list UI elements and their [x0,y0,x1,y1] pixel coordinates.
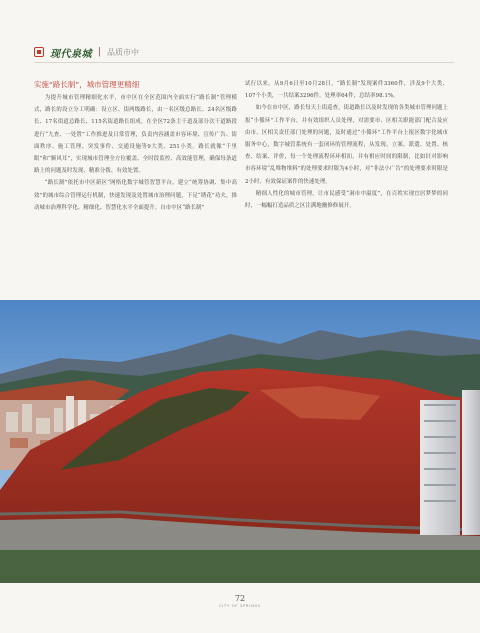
high-rise-buildings [420,390,480,535]
foreground-trees [0,550,480,583]
article-right-column [245,78,448,212]
city-mountain-photo [0,300,480,583]
article-left-column [34,78,237,214]
page-header [34,44,454,60]
paragraph: 为提升城市管理精细化水平，市中区在全区范围内全面实行“路长制”管理模式，路长的设立分工明确：设立区、街两级路长，由一名区级总路长、24名区级路长、17名街道总路长、115名街道路长组成。在全区72条主干道及部分次干道路段进行“九查、一处置”工作推进及日常管理，负责内容涵盖市容环境、宣传广告、街面秩序、施工管理、突发事件、交通设施等9大类、251小类。路长就像“千里眼”和“顺风耳”，实现城市管理全方位覆盖、全时段监控、高效能管理，确保每条道路上的问题及时发现、精准分拨、有效处置。 [34,95,237,175]
brand-logo-icon [34,47,44,57]
paragraph: 如今在市中区，路长每天上街巡查，街道路长以及时发现的各类城市管理问题上报“小循环”工作平台，并有效组织人员处理，对需要市、区相关职能部门配合及应由市、区相关责任部门处理的问题，及时通过“小循环”工作平台上报区数字化城市服务中心，数字城管系统有一套闭环的管理流程，从发现、立案、派遣、处置、核查、结案、评价，每一个处理流程环环相扣，并有相应时间的限制，比如针对影响市容环境“乱堆物堆料”的处理要求时限为4小时，对“非法小广告”的处理要求时限是2小时，有效保证案件的快速处理。 [245,105,448,185]
header-rule [34,62,454,63]
magazine-name: CITY OF SPRINGS [218,604,262,608]
header-separator: | [98,47,102,57]
photo-illustration [0,300,480,583]
paragraph: 试行以来，从9月6日至10月28日，“路长制”发现案件3360件，涉及9个大类、107个小类，一共结案3296件，处理率64件，总结率98.1%。 [245,81,448,100]
paragraph: 精细人性化的城市管理，让市民感受“洞市中温度”，在百姓实现宜居梦梦的同时，一幅幅打造品质之区注满地幽修修展开。 [245,190,448,210]
section-name: 品质市中 [107,47,140,57]
page-number: 72 [234,594,246,603]
article-title: 实施“路长制”，城市管理更精细 [34,80,140,89]
page-footer [0,594,480,608]
brand-name: 现代泉城 [50,48,92,60]
paragraph: “路长制”依托市中区新区“网格化数字城管智慧平台，建立“统筹协调、集中高效”的城市综合管理运行机制，快速发现及处置城市治理问题，下足“绣花”功夫，推动城市治理科学化、精细化、智慧化水平全面提升。自市中区“路长制” [34,180,237,211]
